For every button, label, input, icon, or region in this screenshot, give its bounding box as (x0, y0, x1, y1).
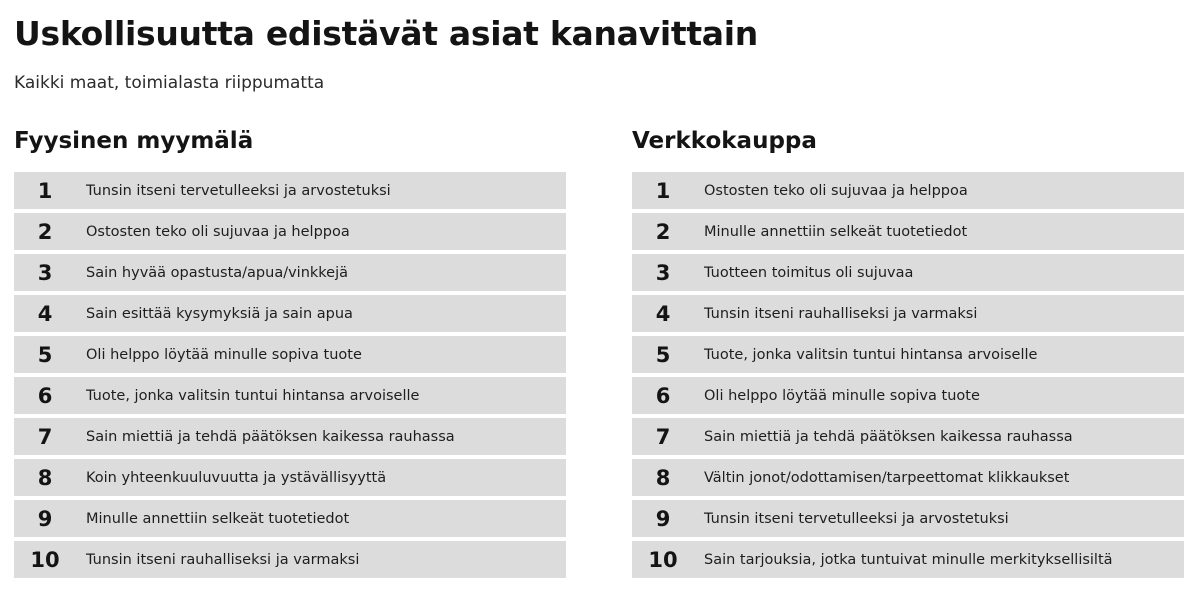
list-item (14, 254, 566, 291)
item-text: Vältin jonot/odottamisen/tarpeettomat klikkaukset (704, 469, 1070, 486)
rank-number: 5 (655, 342, 671, 367)
list-item (632, 459, 1184, 496)
item-text: Tunsin itseni rauhalliseksi ja varmaksi (704, 305, 978, 322)
rank-number: 8 (37, 465, 53, 490)
item-text: Sain tarjouksia, jotka tuntuivat minulle merkityksellisiltä (704, 551, 1113, 568)
list-item (632, 418, 1184, 455)
list-item (632, 295, 1184, 332)
list-item (14, 295, 566, 332)
item-text: Minulle annettiin selkeät tuotetiedot (704, 223, 968, 240)
list-item (14, 336, 566, 373)
item-text: Tuotteen toimitus oli sujuvaa (704, 264, 914, 281)
ranking-list (632, 172, 1184, 578)
list-item (632, 213, 1184, 250)
item-text: Sain esittää kysymyksiä ja sain apua (86, 305, 353, 322)
item-text: Minulle annettiin selkeät tuotetiedot (86, 510, 350, 527)
rank-number: 9 (655, 506, 671, 531)
rank-number: 4 (37, 301, 53, 326)
item-text: Oli helppo löytää minulle sopiva tuote (86, 346, 362, 363)
item-text: Tunsin itseni rauhalliseksi ja varmaksi (86, 551, 360, 568)
list-item (14, 418, 566, 455)
rank-number: 1 (655, 178, 671, 203)
rank-number: 5 (37, 342, 53, 367)
rank-number: 9 (37, 506, 53, 531)
list-item (14, 500, 566, 537)
list-item (632, 500, 1184, 537)
list-item (632, 336, 1184, 373)
list-item (14, 459, 566, 496)
ranking-list (14, 172, 566, 578)
column-heading: Verkkokauppa (632, 128, 817, 154)
rank-number: 3 (37, 260, 53, 285)
item-text: Tuote, jonka valitsin tuntui hintansa arvoiselle (86, 387, 420, 404)
item-text: Sain hyvää opastusta/apua/vinkkejä (86, 264, 349, 281)
list-item (14, 377, 566, 414)
list-item (632, 172, 1184, 209)
item-text: Oli helppo löytää minulle sopiva tuote (704, 387, 980, 404)
item-text: Sain miettiä ja tehdä päätöksen kaikessa rauhassa (86, 428, 455, 445)
rank-number: 6 (37, 383, 53, 408)
item-text: Ostosten teko oli sujuvaa ja helppoa (704, 182, 968, 199)
rank-number: 2 (655, 219, 671, 244)
page-subtitle: Kaikki maat, toimialasta riippumatta (14, 73, 325, 93)
rank-number: 10 (30, 547, 60, 572)
item-text: Tuote, jonka valitsin tuntui hintansa arvoiselle (704, 346, 1038, 363)
item-text: Sain miettiä ja tehdä päätöksen kaikessa rauhassa (704, 428, 1073, 445)
item-text: Tunsin itseni tervetulleeksi ja arvostetuksi (86, 182, 391, 199)
column-physical-store (14, 128, 566, 578)
rank-number: 3 (655, 260, 671, 285)
rank-number: 7 (655, 424, 671, 449)
list-item (14, 172, 566, 209)
list-item (14, 213, 566, 250)
rank-number: 10 (648, 547, 678, 572)
column-online-store (632, 128, 1184, 578)
item-text: Koin yhteenkuuluvuutta ja ystävällisyyttä (86, 469, 387, 486)
item-text: Tunsin itseni tervetulleeksi ja arvostetuksi (704, 510, 1009, 527)
rank-number: 1 (37, 178, 53, 203)
page-title: Uskollisuutta edistävät asiat kanavittain (14, 14, 758, 53)
rank-number: 4 (655, 301, 671, 326)
rank-number: 6 (655, 383, 671, 408)
list-item (632, 254, 1184, 291)
column-heading: Fyysinen myymälä (14, 128, 254, 154)
list-item (632, 541, 1184, 578)
rank-number: 7 (37, 424, 53, 449)
item-text: Ostosten teko oli sujuvaa ja helppoa (86, 223, 350, 240)
list-item (632, 377, 1184, 414)
rank-number: 2 (37, 219, 53, 244)
rank-number: 8 (655, 465, 671, 490)
list-item (14, 541, 566, 578)
